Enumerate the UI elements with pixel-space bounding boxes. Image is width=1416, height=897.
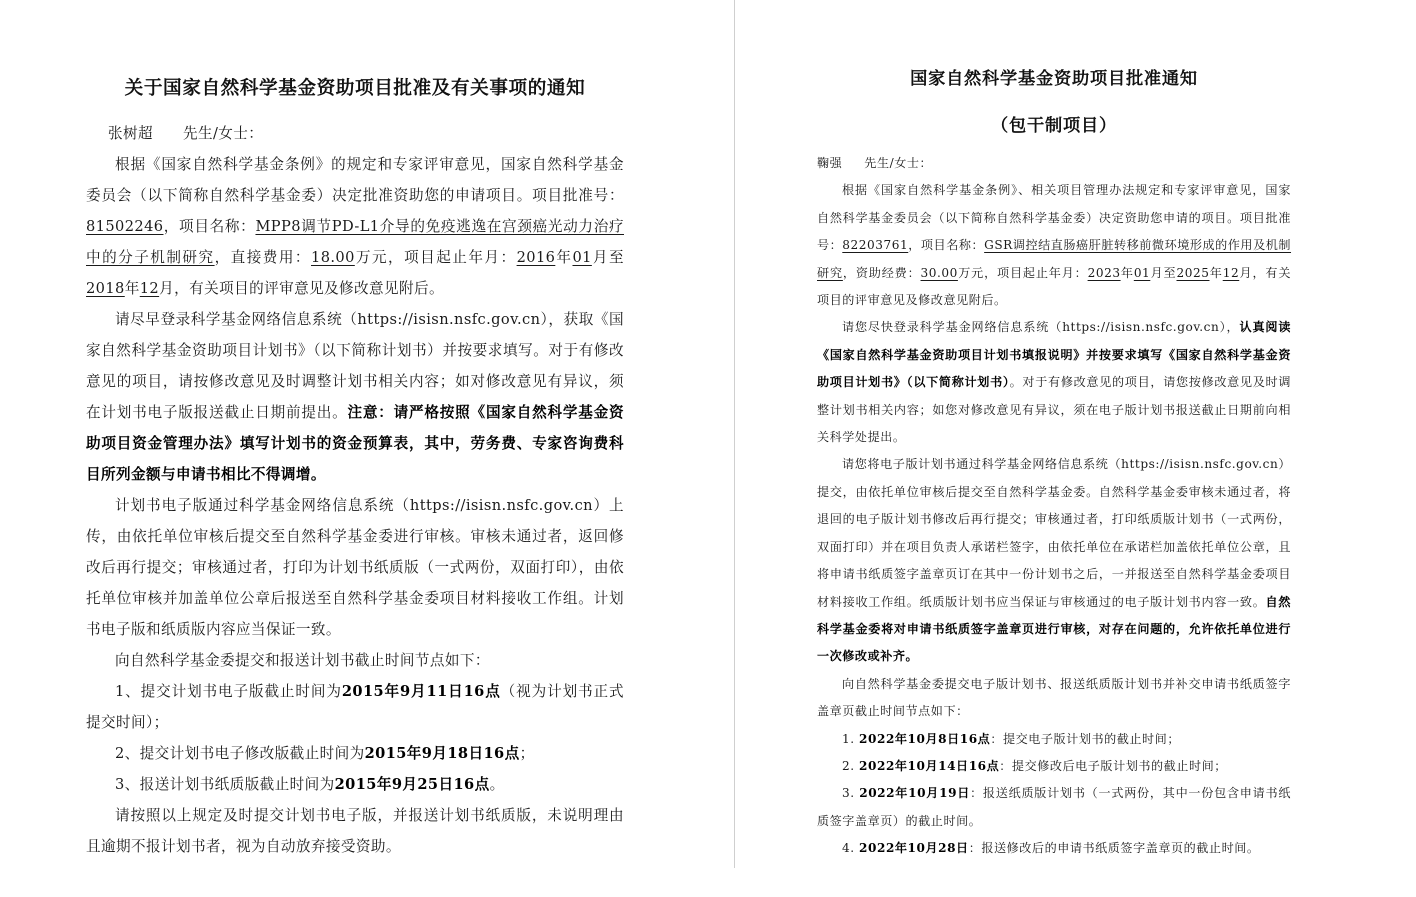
text: 1、提交计划书电子版截止时间为 — [115, 683, 342, 700]
text: 年 — [1120, 265, 1134, 280]
right-notice-title: 国家自然科学基金资助项目批准通知 — [910, 69, 1198, 89]
left-paragraph-deadlines-intro: 向自然科学基金委提交和报送计划书截止时间节点如下： — [115, 652, 490, 669]
left-paragraph-upload: 计划书电子版通过科学基金网络信息系统（https://isisn.nsfc.gov.cn）上传，由依托单位审核后提交至自然科学基金委进行审核。审核未通过者，返回修改后再行提交；审核通过者，打印为计划书纸质版（一式两份，双面打印），由依托单位审核并加盖单位公章后报送至自然科学基金委项目材料接收工作组。计划书电子版和纸质版内容应当保证一致。 — [86, 497, 624, 638]
project-name: GSR调控结直肠癌肝脏转移前微环境形成的作用及机制研究 — [817, 238, 1292, 280]
text: ：报送纸质版计划书（一式两份，其中一份包含申请书纸质签字盖章页）的截止时间。 — [817, 786, 1291, 828]
text: ：报送修改后的申请书纸质签字盖章页的截止时间。 — [968, 841, 1260, 856]
project-name: MPP8调节PD-L1介导的免疫逃逸在宫颈癌光动力治疗中的分子机制研究 — [86, 218, 624, 266]
deadline-date: 2022年10月28日 — [859, 841, 969, 856]
right-paragraph-login — [817, 314, 1291, 451]
text: 年 — [1209, 265, 1223, 280]
text: 。 — [489, 776, 505, 793]
left-salutation — [86, 118, 624, 149]
left-paragraph-login — [86, 304, 624, 490]
text: 。对于有修改意见的项目，请您按修改意见及时调整计划书相关内容；如您对修改意见有异议，须在电子版计划书报送截止日期前向相关科学处提出。 — [817, 375, 1291, 445]
direct-fee: 18.00 — [311, 249, 355, 266]
salutation-text: 先生/女士： — [182, 125, 264, 142]
text: 请您将电子版计划书通过科学基金网络信息系统（https://isisn.nsfc.gov.cn）提交，由依托单位审核后提交至自然科学基金委。自然科学基金委审核未通过者，将退回的电子版计划书修改后再行提交；审核通过者，打印纸质版计划书（一式两份，双面打印）并在项目负责人承诺栏签字，由依托单位在承诺栏加盖依托单位公章，且将申请书纸质签字盖章页订在其中一份计划书之后，一并报送至自然科学基金委项目材料接收工作组。纸质版计划书应当保证与审核通过的电子版计划书内容一致。 — [817, 457, 1291, 609]
text: 2. — [842, 758, 860, 773]
text: 请尽早登录科学基金网络信息系统（https://isisn.nsfc.gov.cn），获取《国家自然科学基金资助项目计划书》（以下简称计划书）并按要求填写。对于有修改意见的项目，请按修改意见及时调整计划书相关内容；如对修改意见有异议，须在计划书电子版报送截止日期前提出。 — [86, 311, 624, 421]
deadline-item — [86, 676, 624, 738]
text: 万元，项目起止年月： — [957, 265, 1088, 280]
text: 请您尽快登录科学基金网络信息系统（https://isisn.nsfc.gov.cn）， — [842, 320, 1240, 335]
text: 1. — [842, 731, 860, 746]
review-notice: 自然科学基金委将对申请书纸质签字盖章页进行审核，对存在问题的，允许依托单位进行一次修改或补齐。 — [817, 594, 1291, 664]
start-month: 01 — [1133, 265, 1151, 280]
text: 年 — [124, 280, 140, 297]
budget-notice: 注意：请严格按照《国家自然科学基金资助项目资金管理办法》填写计划书的资金预算表，其中，劳务费、专家咨询费科目所列金额与申请书相比不得调增。 — [86, 404, 624, 483]
text: ，直接费用： — [214, 249, 312, 266]
funding: 30.00 — [920, 265, 958, 280]
salutation-text: 先生/女士： — [864, 156, 933, 170]
text: 3. — [842, 786, 860, 801]
text: 4. — [842, 841, 860, 856]
deadline-date: 2015年9月11日16点 — [341, 683, 501, 700]
end-month: 12 — [139, 280, 160, 297]
text: 2、提交计划书电子修改版截止时间为 — [115, 745, 365, 762]
left-paragraph-closing: 请按照以上规定及时提交计划书电子版，并报送计划书纸质版，未说明理由且逾期不报计划书者，视为自动放弃接受资助。 — [86, 807, 624, 855]
text: ； — [519, 745, 535, 762]
left-notice-title: 关于国家自然科学基金资助项目批准及有关事项的通知 — [124, 78, 586, 99]
deadline-date: 2022年10月8日16点 — [859, 731, 991, 746]
deadline-item — [817, 780, 1291, 835]
text: ：提交电子版计划书的截止时间； — [990, 731, 1180, 746]
right-notice-subtitle: （包干制项目） — [991, 116, 1117, 136]
text: 根据《国家自然科学基金条例》、相关项目管理办法规定和专家评审意见，国家自然科学基金委员会（以下简称自然科学基金委）决定资助您申请的项目。项目批准号： — [817, 183, 1291, 253]
fill-instructions-notice: 认真阅读《国家自然科学基金资助项目计划书填报说明》并按要求填写《国家自然科学基金资助项目计划书》（以下简称计划书） — [817, 320, 1292, 390]
end-year: 2025 — [1176, 265, 1210, 280]
recipient-name: 张树超 — [108, 125, 153, 142]
deadline-date: 2022年10月19日 — [859, 786, 971, 801]
approval-number: 81502246 — [86, 218, 164, 235]
text: ，项目名称： — [908, 238, 985, 253]
text: 月至 — [591, 249, 625, 266]
end-year: 2018 — [86, 280, 125, 297]
text: ，资助经费： — [842, 265, 921, 280]
text: （视为计划书正式提交时间）； — [86, 683, 624, 731]
right-paragraph-submit — [817, 451, 1291, 670]
text: 年 — [555, 249, 573, 266]
recipient-name: 鞠强 — [817, 156, 843, 170]
start-year: 2016 — [516, 249, 556, 266]
text: 月，有关项目的评审意见及修改意见附后。 — [159, 280, 445, 297]
deadline-date: 2015年9月25日16点 — [334, 776, 490, 793]
text: 根据《国家自然科学基金条例》的规定和专家评审意见，国家自然科学基金委员会（以下简称自然科学基金委）决定批准资助您的申请项目。项目批准号： — [86, 156, 624, 204]
deadline-item — [817, 753, 1291, 780]
text: 万元，项目起止年月： — [354, 249, 517, 266]
deadline-item — [86, 738, 624, 769]
approval-number: 82203761 — [842, 238, 909, 253]
left-notice-body — [86, 118, 624, 862]
right-notice-body — [817, 150, 1291, 863]
right-salutation — [817, 150, 1291, 177]
right-paragraph-deadlines-intro: 向自然科学基金委提交电子版计划书、报送纸质版计划书并补交申请书纸质签字盖章页截止时间节点如下： — [817, 676, 1291, 719]
text: 月，有关项目的评审意见及修改意见附后。 — [817, 265, 1291, 308]
start-month: 01 — [572, 249, 592, 266]
text: ，项目名称： — [163, 218, 256, 235]
deadline-date: 2022年10月14日16点 — [859, 758, 1000, 773]
deadline-item — [817, 726, 1291, 753]
text: ：提交修改后电子版计划书的截止时间； — [999, 758, 1227, 773]
deadline-item — [86, 769, 624, 800]
deadline-date: 2015年9月18日16点 — [364, 745, 520, 762]
right-paragraph-approval — [817, 177, 1291, 314]
end-month: 12 — [1222, 265, 1240, 280]
left-paragraph-approval — [86, 149, 624, 304]
page-divider — [734, 0, 735, 868]
deadline-item — [817, 835, 1291, 862]
text: 3、报送计划书纸质版截止时间为 — [115, 776, 335, 793]
start-year: 2023 — [1087, 265, 1121, 280]
text: 月至 — [1150, 265, 1177, 280]
